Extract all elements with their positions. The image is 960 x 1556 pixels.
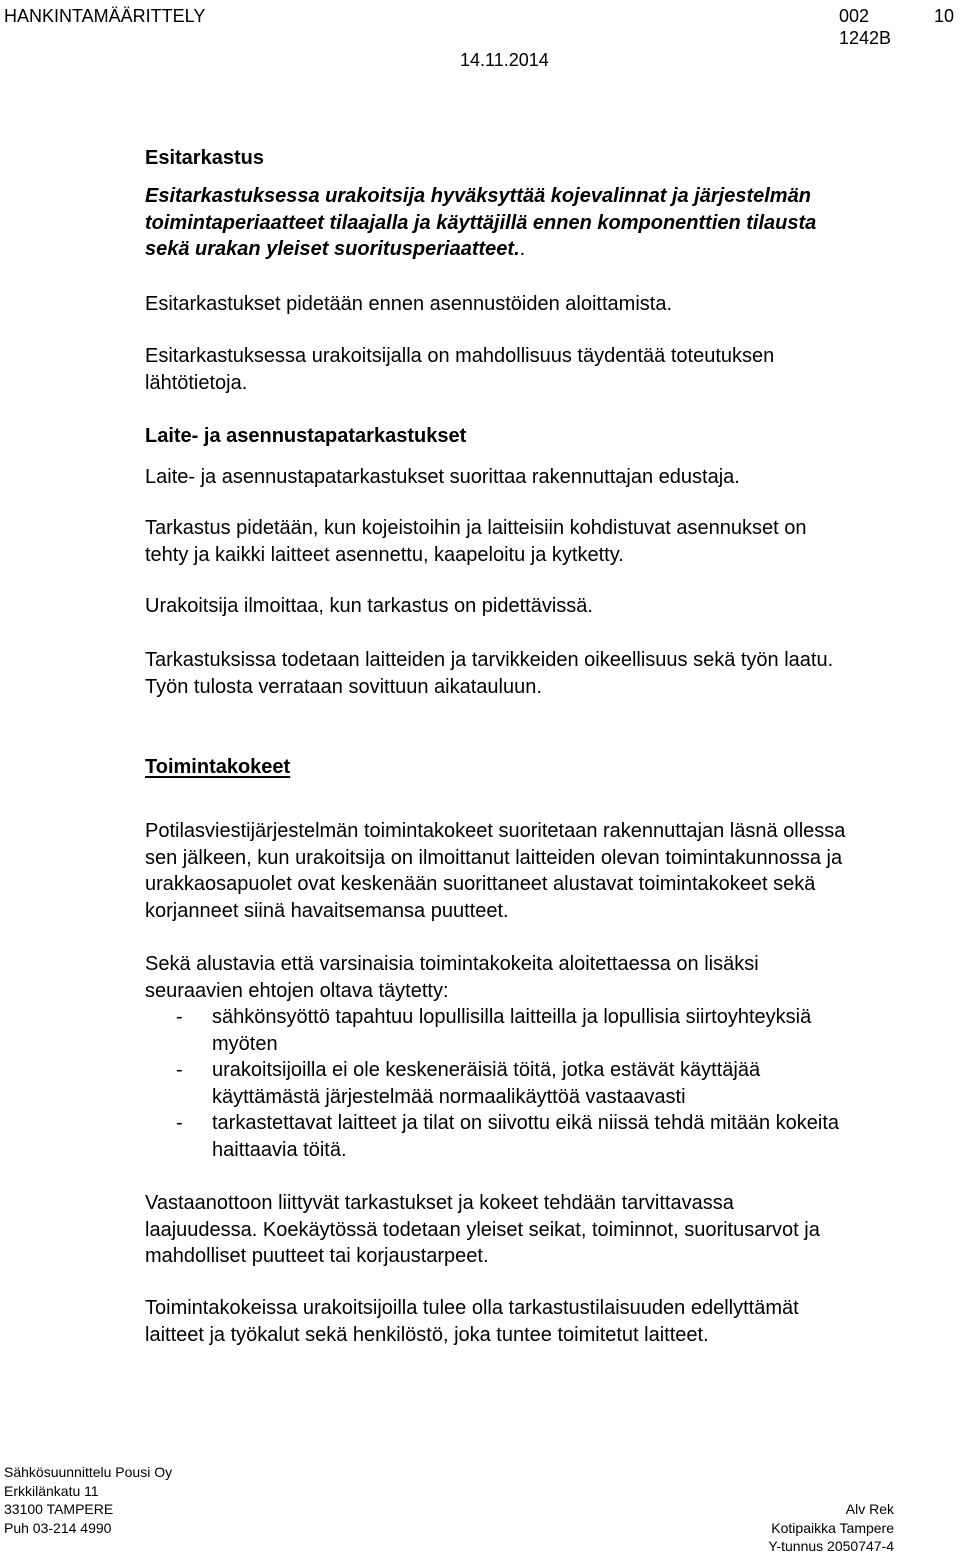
paragraph-line: mahdolliset puutteet tai korjaustarpeet.: [145, 1245, 489, 1267]
list-item-line: myöten: [212, 1032, 278, 1055]
footer-domicile: Kotipaikka Tampere: [771, 1519, 894, 1536]
section-heading-laite: Laite- ja asennustapatarkastukset: [145, 425, 467, 447]
document-number: 002: [839, 6, 870, 26]
footer-business-id: Y-tunnus 2050747-4: [768, 1538, 894, 1554]
laite-para-4: [145, 647, 955, 700]
list-item-line: käyttämästä järjestelmää normaalikäyttöä vastaavasti: [212, 1085, 686, 1108]
esitarkastus-para-1: Esitarkastukset pidetään ennen asennustöiden aloittamista.: [145, 293, 673, 315]
paragraph-line: lähtötietoja.: [145, 371, 248, 394]
esitarkastus-para-2: [145, 343, 955, 396]
footer-phone: Puh 03-214 4990: [4, 1519, 112, 1536]
list-item-line: tarkastettavat laitteet ja tilat on siivottu eikä niissä tehdä mitään kokeita: [212, 1112, 840, 1134]
intro-line: toimintaperiaatteet tilaajalla ja käyttäjillä ennen komponenttien tilausta: [145, 211, 817, 234]
list-item-line: urakoitsijoilla ei ole keskeneräisiä töitä, jotka estävät käyttäjää: [212, 1059, 761, 1081]
paragraph-line: Esitarkastuksessa urakoitsijalla on mahdollisuus täydentää toteutuksen: [145, 345, 775, 367]
document-type-title: HANKINTAMÄÄRITTELY: [4, 6, 206, 26]
intro-trailing-period: .: [519, 238, 526, 260]
intro-line-last: [145, 236, 955, 263]
toimintakokeet-para-4: [145, 1295, 955, 1348]
list-item-line: sähkönsyöttö tapahtuu lopullisilla laitteilla ja lopullisia siirtoyhteyksiä: [212, 1006, 812, 1028]
footer-vat-register: Alv Rek: [845, 1501, 894, 1517]
section-heading-toimintakokeet: Toimintakokeet: [145, 756, 291, 778]
bullet-dash: -: [176, 1059, 183, 1081]
paragraph-line: Työn tulosta verrataan sovittuun aikatauluun.: [145, 675, 542, 698]
footer-company-info: [4, 1463, 172, 1537]
bullet-dash: -: [176, 1112, 183, 1134]
paragraph-line: urakkaosapuolet ovat keskenään suorittaneet alustavat toimintakokeet sekä: [145, 873, 816, 895]
laite-para-1: Laite- ja asennustapatarkastukset suorittaa rakennuttajan edustaja.: [145, 466, 740, 488]
footer-company-name: Sähkösuunnittelu Pousi Oy: [4, 1464, 173, 1480]
paragraph-line: laajuudessa. Koekäytössä todetaan yleiset seikat, toiminnot, suoritusarvot ja: [145, 1218, 820, 1241]
toimintakokeet-para-3: [145, 1190, 955, 1270]
paragraph-line: sen jälkeen, kun urakoitsija on ilmoittanut laitteiden olevan toimintakunnossa ja: [145, 846, 843, 869]
footer-postal-address: 33100 TAMPERE: [4, 1501, 114, 1517]
footer-registration-info: [752, 1500, 894, 1556]
laite-para-3: Urakoitsija ilmoittaa, kun tarkastus on pidettävissä.: [145, 595, 593, 617]
bullet-dash: -: [176, 1006, 183, 1028]
esitarkastus-intro: [145, 183, 955, 263]
paragraph-line: laitteet ja työkalut sekä henkilöstö, joka tuntee toimitetut laitteet.: [145, 1323, 709, 1346]
list-item-line: haittaavia töitä.: [212, 1138, 347, 1161]
paragraph-line: Tarkastuksissa todetaan laitteiden ja tarvikkeiden oikeellisuus sekä työn laatu.: [145, 649, 834, 671]
paragraph-line: Tarkastus pidetään, kun kojeistoihin ja laitteisiin kohdistuvat asennukset on: [145, 517, 807, 539]
intro-line: sekä urakan yleiset suoritusperiaatteet.: [145, 238, 520, 260]
page-number: 10: [934, 6, 955, 26]
laite-para-2: [145, 515, 955, 568]
paragraph-line: tehty ja kaikki laitteet asennettu, kaapeloitu ja kytketty.: [145, 543, 624, 566]
paragraph-line: Toimintakokeissa urakoitsijoilla tulee olla tarkastustilaisuuden edellyttämät: [145, 1297, 799, 1319]
paragraph-line: korjanneet siinä havaitsemansa puutteet.: [145, 899, 509, 922]
footer-street-address: Erkkilänkatu 11: [4, 1482, 99, 1499]
paragraph-line: Sekä alustavia että varsinaisia toimintakokeita aloitettaessa on lisäksi: [145, 953, 759, 975]
document-code: 1242B: [839, 28, 892, 48]
paragraph-line: Vastaanottoon liittyvät tarkastukset ja kokeet tehdään tarvittavassa: [145, 1192, 734, 1214]
intro-line: Esitarkastuksessa urakoitsija hyväksyttää kojevalinnat ja järjestelmän: [145, 185, 811, 207]
document-date: 14.11.2014: [460, 50, 549, 70]
toimintakokeet-para-1: [145, 818, 955, 924]
section-heading-esitarkastus: Esitarkastus: [145, 147, 264, 169]
paragraph-line: Potilasviestijärjestelmän toimintakokeet suoritetaan rakennuttajan läsnä ollessa: [145, 820, 846, 842]
toimintakokeet-para-2: [145, 951, 955, 1004]
paragraph-line: seuraavien ehtojen oltava täytetty:: [145, 979, 449, 1002]
